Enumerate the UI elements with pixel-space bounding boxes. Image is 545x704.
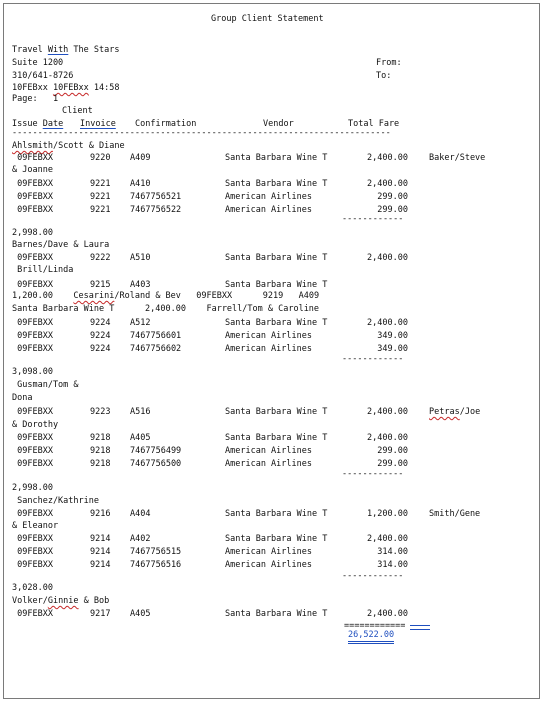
- client-cell: Barnes/Dave & Laura: [12, 240, 110, 250]
- invoice-cell: 9221: [90, 192, 111, 202]
- confirmation-cell: A405: [130, 433, 151, 443]
- vendor-cell: American Airlines: [225, 205, 312, 215]
- fare-cell: 299.00: [377, 446, 408, 456]
- vendor-cell: Santa Barbara Wine T: [225, 407, 328, 417]
- vendor-cell: American Airlines: [225, 560, 312, 570]
- statement-page: [3, 3, 540, 699]
- vendor-cell: American Airlines: [225, 344, 312, 354]
- fare-cell: 2,400.00: [367, 433, 408, 443]
- confirmation-cell: A512: [130, 318, 151, 328]
- subtotal-rule: ------------: [342, 214, 404, 224]
- confirmation-cell: A516: [130, 407, 151, 417]
- client-cell: Gusman/Tom &: [12, 380, 79, 390]
- agency-address: Suite 1200: [12, 58, 64, 68]
- client-cell: Dona: [12, 393, 33, 403]
- final-rule-tail: [410, 625, 430, 630]
- fare-cell: 314.00: [377, 547, 408, 557]
- fare-cell: 299.00: [377, 459, 408, 469]
- invoice-cell: 9222: [90, 253, 111, 263]
- fare-cell: 349.00: [377, 331, 408, 341]
- client-cell: 2,998.00: [12, 228, 53, 238]
- client-cell: 09FEBXX: [12, 253, 53, 263]
- subtotal-rule: ------------: [342, 571, 404, 581]
- confirmation-cell: A409: [130, 153, 151, 163]
- client-cell: 09FEBXX: [12, 446, 53, 456]
- client-cell: & Joanne: [12, 165, 53, 175]
- statement-line: Santa Barbara Wine T 2,400.00 Farrell/Tom & Caroline: [12, 304, 320, 314]
- confirmation-cell: 7467756515: [130, 547, 182, 557]
- invoice-cell: 9224: [90, 318, 111, 328]
- vendor-cell: Santa Barbara Wine T: [225, 253, 328, 263]
- confirmation-cell: A405: [130, 609, 151, 619]
- invoice-cell: 9217: [90, 609, 111, 619]
- fare-cell: 314.00: [377, 560, 408, 570]
- fare-cell: 2,400.00: [367, 318, 408, 328]
- statement-line: 1,200.00 Cesarini/Roland & Bev 09FEBXX 9219 A409: [12, 291, 320, 301]
- invoice-cell: 9218: [90, 446, 111, 456]
- confirmation-cell: A403: [130, 280, 151, 290]
- vendor-cell: Santa Barbara Wine T: [225, 179, 328, 189]
- fare-cell: 2,400.00: [367, 534, 408, 544]
- vendor-cell: Santa Barbara Wine T: [225, 534, 328, 544]
- header-confirmation: Confirmation: [135, 119, 197, 129]
- from-label: From:: [376, 58, 402, 68]
- confirmation-cell: 7467756499: [130, 446, 182, 456]
- fare-cell: 349.00: [377, 344, 408, 354]
- client-cell: Ahlsmith/Scott & Diane: [12, 141, 125, 151]
- confirmation-cell: 7467756521: [130, 192, 182, 202]
- grand-total: 26,522.00: [348, 630, 394, 644]
- vendor-cell: American Airlines: [225, 547, 312, 557]
- vendor-cell: American Airlines: [225, 446, 312, 456]
- vendor-cell: American Airlines: [225, 331, 312, 341]
- agency-name: Travel With The Stars: [12, 45, 120, 55]
- confirmation-cell: 7467756500: [130, 459, 182, 469]
- fare-cell: 1,200.00: [367, 509, 408, 519]
- client-cell: 09FEBXX: [12, 280, 53, 290]
- invoice-cell: 9224: [90, 344, 111, 354]
- invoice-cell: 9224: [90, 331, 111, 341]
- header-issue-date: Issue Date: [12, 119, 64, 129]
- client-cell: 09FEBXX: [12, 407, 53, 417]
- fare-cell: 2,400.00: [367, 153, 408, 163]
- header-client: Client: [62, 106, 93, 116]
- invoice-cell: 9221: [90, 205, 111, 215]
- report-date: 10FEBxx 10FEBxx 14:58: [12, 83, 120, 93]
- client-cell: 09FEBXX: [12, 331, 53, 341]
- vendor-cell: American Airlines: [225, 459, 312, 469]
- client-cell: 09FEBXX: [12, 192, 53, 202]
- confirmation-cell: 7467756522: [130, 205, 182, 215]
- fare-cell: 2,400.00: [367, 407, 408, 417]
- client-cell: Sanchez/Kathrine: [12, 496, 99, 506]
- invoice-cell: 9214: [90, 534, 111, 544]
- confirmation-cell: 7467756516: [130, 560, 182, 570]
- client-cell: 3,028.00: [12, 583, 53, 593]
- invoice-cell: 9216: [90, 509, 111, 519]
- client-cell: & Eleanor: [12, 521, 59, 531]
- fare-cell: 299.00: [377, 192, 408, 202]
- client-cell: 09FEBXX: [12, 560, 53, 570]
- client-cell: 09FEBXX: [12, 459, 53, 469]
- confirmation-cell: A402: [130, 534, 151, 544]
- invoice-cell: 9215: [90, 280, 111, 290]
- subtotal-rule: ------------: [342, 469, 404, 479]
- client-cell: 09FEBXX: [12, 344, 53, 354]
- client-cell: 09FEBXX: [12, 153, 53, 163]
- confirmation-cell: 7467756601: [130, 331, 182, 341]
- invoice-cell: 9214: [90, 560, 111, 570]
- client-cell: 09FEBXX: [12, 534, 53, 544]
- client-cell: 3,098.00: [12, 367, 53, 377]
- final-rule: ============: [344, 621, 406, 631]
- confirmation-cell: A410: [130, 179, 151, 189]
- vendor-cell: Santa Barbara Wine T: [225, 509, 328, 519]
- client-cell: 09FEBXX: [12, 547, 53, 557]
- vendor-cell: Santa Barbara Wine T: [225, 153, 328, 163]
- header-rule: --------------------------------------------------------------------------: [12, 128, 391, 138]
- next-client-cell: Petras/Joe: [429, 407, 481, 417]
- client-cell: 2,998.00: [12, 483, 53, 493]
- invoice-cell: 9221: [90, 179, 111, 189]
- header-vendor: Vendor: [263, 119, 294, 129]
- header-invoice: Invoice: [80, 119, 116, 129]
- fare-cell: 2,400.00: [367, 179, 408, 189]
- agency-phone: 310/641-8726: [12, 71, 74, 81]
- client-cell: 09FEBXX: [12, 179, 53, 189]
- subtotal-rule: ------------: [342, 354, 404, 364]
- next-client-cell: Smith/Gene: [429, 509, 481, 519]
- confirmation-cell: A404: [130, 509, 151, 519]
- client-cell: Brill/Linda: [12, 265, 74, 275]
- vendor-cell: Santa Barbara Wine T: [225, 609, 328, 619]
- page-title: Group Client Statement: [211, 14, 324, 24]
- invoice-cell: 9218: [90, 459, 111, 469]
- invoice-cell: 9218: [90, 433, 111, 443]
- client-cell: & Dorothy: [12, 420, 59, 430]
- vendor-cell: American Airlines: [225, 192, 312, 202]
- client-cell: 09FEBXX: [12, 433, 53, 443]
- vendor-cell: Santa Barbara Wine T: [225, 433, 328, 443]
- invoice-cell: 9223: [90, 407, 111, 417]
- next-client-cell: Baker/Steve: [429, 153, 486, 163]
- confirmation-cell: 7467756602: [130, 344, 182, 354]
- page-number: Page: 1: [12, 94, 59, 104]
- client-cell: 09FEBXX: [12, 509, 53, 519]
- client-cell: 09FEBXX: [12, 609, 53, 619]
- confirmation-cell: A510: [130, 253, 151, 263]
- client-cell: 09FEBXX: [12, 318, 53, 328]
- vendor-cell: Santa Barbara Wine T: [225, 318, 328, 328]
- fare-cell: 299.00: [377, 205, 408, 215]
- vendor-cell: Santa Barbara Wine T: [225, 280, 328, 290]
- to-label: To:: [376, 71, 392, 81]
- client-cell: Volker/Ginnie & Bob: [12, 596, 110, 606]
- client-cell: 09FEBXX: [12, 205, 53, 215]
- header-total-fare: Total Fare: [348, 119, 400, 129]
- invoice-cell: 9214: [90, 547, 111, 557]
- invoice-cell: 9220: [90, 153, 111, 163]
- fare-cell: 2,400.00: [367, 253, 408, 263]
- fare-cell: 2,400.00: [367, 609, 408, 619]
